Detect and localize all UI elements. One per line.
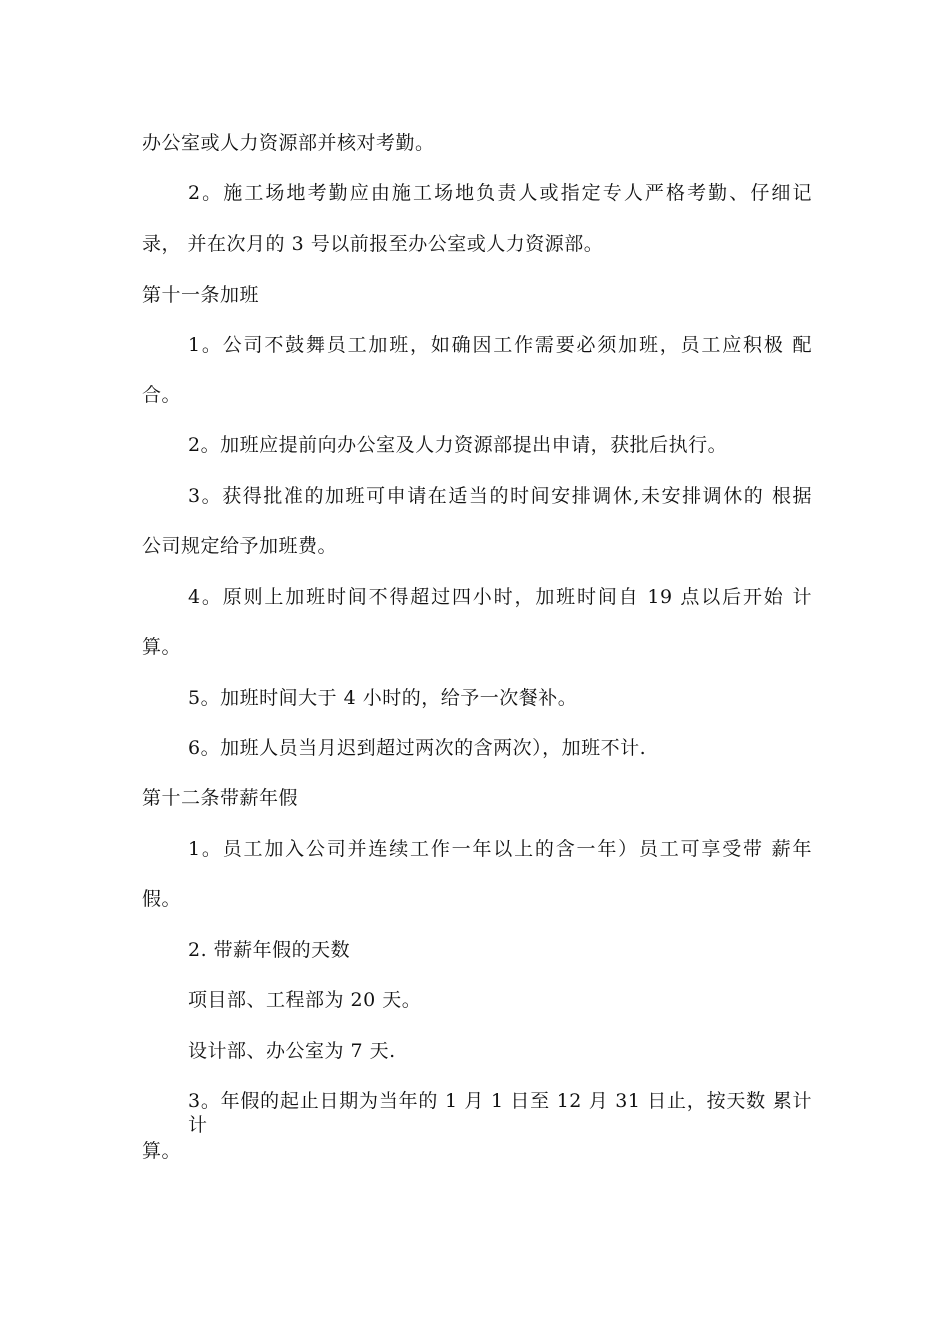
- text-line: 4。原则上加班时间不得超过四小时，加班时间自 19 点以后开始 计: [188, 586, 812, 608]
- text-line: 3。获得批准的加班可申请在适当的时间安排调休,未安排调休的 根据: [188, 485, 812, 507]
- text-line: 6。加班人员当月迟到超过两次的含两次），加班不计.: [188, 737, 647, 759]
- text-line: 合。: [142, 384, 182, 406]
- text-line: 1。公司不鼓舞员工加班，如确因工作需要必须加班，员工应积极 配: [188, 334, 812, 356]
- text-line: 办公室或人力资源部并核对考勤。: [142, 132, 435, 154]
- text-line: 项目部、工程部为 20 天。: [188, 989, 422, 1011]
- text-line: 假。: [142, 888, 182, 910]
- text-line: 1。员工加入公司并连续工作一年以上的含一年）员工可享受带 薪年: [188, 838, 812, 860]
- text-line: 2。加班应提前向办公室及人力资源部提出申请，获批后执行。: [188, 434, 728, 456]
- text-line: 2. 带薪年假的天数: [188, 939, 351, 961]
- text-line: 算。: [142, 1140, 182, 1162]
- text-line: 算。: [142, 636, 182, 658]
- section-heading: 第十二条带薪年假: [142, 787, 299, 809]
- text-line: 2。施工场地考勤应由施工场地负责人或指定专人严格考勤、仔细记: [188, 182, 812, 204]
- text-line: 3。年假的起止日期为当年的 1 月 1 日至 12 月 31 日止，按天数 累计计: [188, 1090, 812, 1136]
- text-line: 公司规定给予加班费。: [142, 535, 338, 557]
- text-line: 5。加班时间大于 4 小时的，给予一次餐补。: [188, 687, 578, 709]
- text-line: 设计部、办公室为 7 天.: [188, 1040, 396, 1062]
- text-line: 录， 并在次月的 3 号以前报至办公室或人力资源部。: [142, 233, 604, 255]
- section-heading: 第十一条加班: [142, 284, 260, 306]
